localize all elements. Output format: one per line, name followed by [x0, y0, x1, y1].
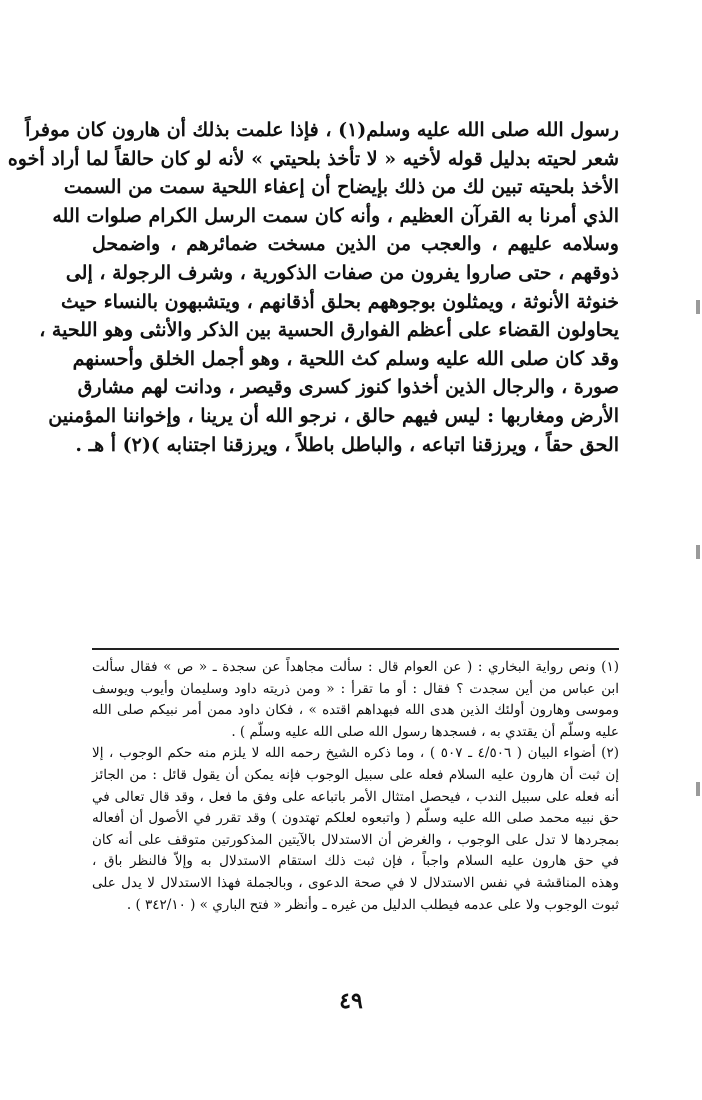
footnote-line: ابن عباس من أين سجدت ؟ فقال : أو ما تقرأ : « ومن ذريته داود وسليمان وأيوب ويوسف — [92, 680, 619, 697]
footnote-line: بمجردها لا تدل على الوجوب ، والغرض أن الاستدلال بالآيتين المذكورتين متوقف على أنه كان — [92, 831, 619, 848]
main-text-line: الأخذ بلحيته تبين لك من ذلك بإيضاح أن إعفاء اللحية سمت من السمت — [63, 176, 619, 199]
scan-margin-mark — [696, 782, 700, 796]
main-text-line: خنوثة الأنوثة ، ويمثلون بوجوههم بحلق أذقانهم ، ويتشبهون بالنساء حيث — [60, 290, 619, 313]
footnote-line: عليه وسلّم أن يقتدي به ، فسجدها رسول الله صلى الله عليه وسلّم ) . — [231, 723, 619, 740]
footnotes-block — [92, 657, 619, 916]
main-text-line: صورة ، والرجال الذين أخذوا كنوز كسرى وقيصر ، ودانت لهم مشارق — [77, 376, 619, 399]
main-text-line: الحق حقاً ، ويرزقنا اتباعه ، والباطل باطلاً ، ويرزقنا اجتنابه )(٢) أ هـ . — [75, 433, 619, 456]
footnote-line: إن ثبت أن هارون عليه السلام فعله على سبيل الوجوب فإنه يمكن أن يقول قائل : من الجائز — [92, 766, 619, 783]
footnote-line: (١) ونص رواية البخاري : ( عن العوام قال : سألت مجاهداً عن سجدة ـ « ص » فقال سألت — [92, 659, 619, 675]
footnote-line: وهذه المناقشة في نفس الاستدلال لا في صحة الدعوى ، وبالجملة فهذا الاستدلال لا يدل على — [92, 874, 619, 891]
footnote-line: (٢) أضواء البيان ( ٤/٥٠٦ ـ ٥٠٧ ) ، وما ذكره الشيخ رحمه الله لا يلزم منه حكم الوجوب ، إلا — [92, 745, 619, 762]
footnote-line: في حق هارون عليه السلام واجباً ، فإن ثبت ذلك استقام الاستدلال به وإلاّ فالنظر باق ، — [92, 853, 619, 870]
main-text-block — [7, 116, 619, 459]
footnote-line: حق نبيه محمد صلى الله عليه وسلّم ( واتبعوه لعلكم تهتدون ) وقد تقرر في الأصول أن أفعاله — [92, 810, 619, 827]
main-text-line: الذي أمرنا به القرآن العظيم ، وأنه كان سمت الرسل الكرام صلوات الله — [52, 204, 619, 227]
main-text-line: رسول الله صلى الله عليه وسلم(١) ، فإذا علمت بذلك أن هارون كان موفراً — [25, 119, 619, 141]
main-text-line: ذوقهم ، حتى صاروا يفرون من صفات الذكورية ، وشرف الرجولة ، إلى — [65, 261, 619, 284]
page-number: ٤٩ — [339, 988, 363, 1014]
scan-margin-mark — [696, 545, 700, 559]
footnote-line: وموسى وهارون أولئك الذين هدى الله فبهداهم اقتده » ، فكان داود ممن أمر نبيكم صلى الله — [92, 702, 619, 719]
footnote-line: ثبوت الوجوب ولا على عدمه فيطلب الدليل من غيره ـ وأنظر « فتح الباري » ( ٣٤٢/١٠ ) . — [126, 896, 619, 913]
main-text-line: وسلامه عليهم ، والعجب من الذين مسخت ضمائرهم ، واضمحل — [92, 233, 619, 256]
main-text-line: يحاولون القضاء على أعظم الفوارق الحسية بين الذكر والأنثى وهو اللحية ، — [39, 319, 619, 342]
main-text-line: وقد كان صلى الله عليه وسلم كث اللحية ، وهو أجمل الخلق وأحسنهم — [72, 347, 619, 370]
footnote-line: أنه فعله على سبيل الندب ، فيحصل امتثال الأمر باتباعه على وفق ما فعل ، وقد قال تعالى في — [92, 788, 619, 805]
main-text-line: شعر لحيته بدليل قوله لأخيه « لا تأخذ بلحيتي » لأنه لو كان حالقاً لما أراد أخوه — [7, 147, 619, 170]
scan-margin-mark — [696, 300, 700, 314]
main-text-line: الأرض ومغاربها : ليس فيهم حالق ، نرجو الله أن يرينا ، وإخواننا المؤمنين — [48, 404, 619, 427]
footnote-separator — [92, 648, 619, 650]
